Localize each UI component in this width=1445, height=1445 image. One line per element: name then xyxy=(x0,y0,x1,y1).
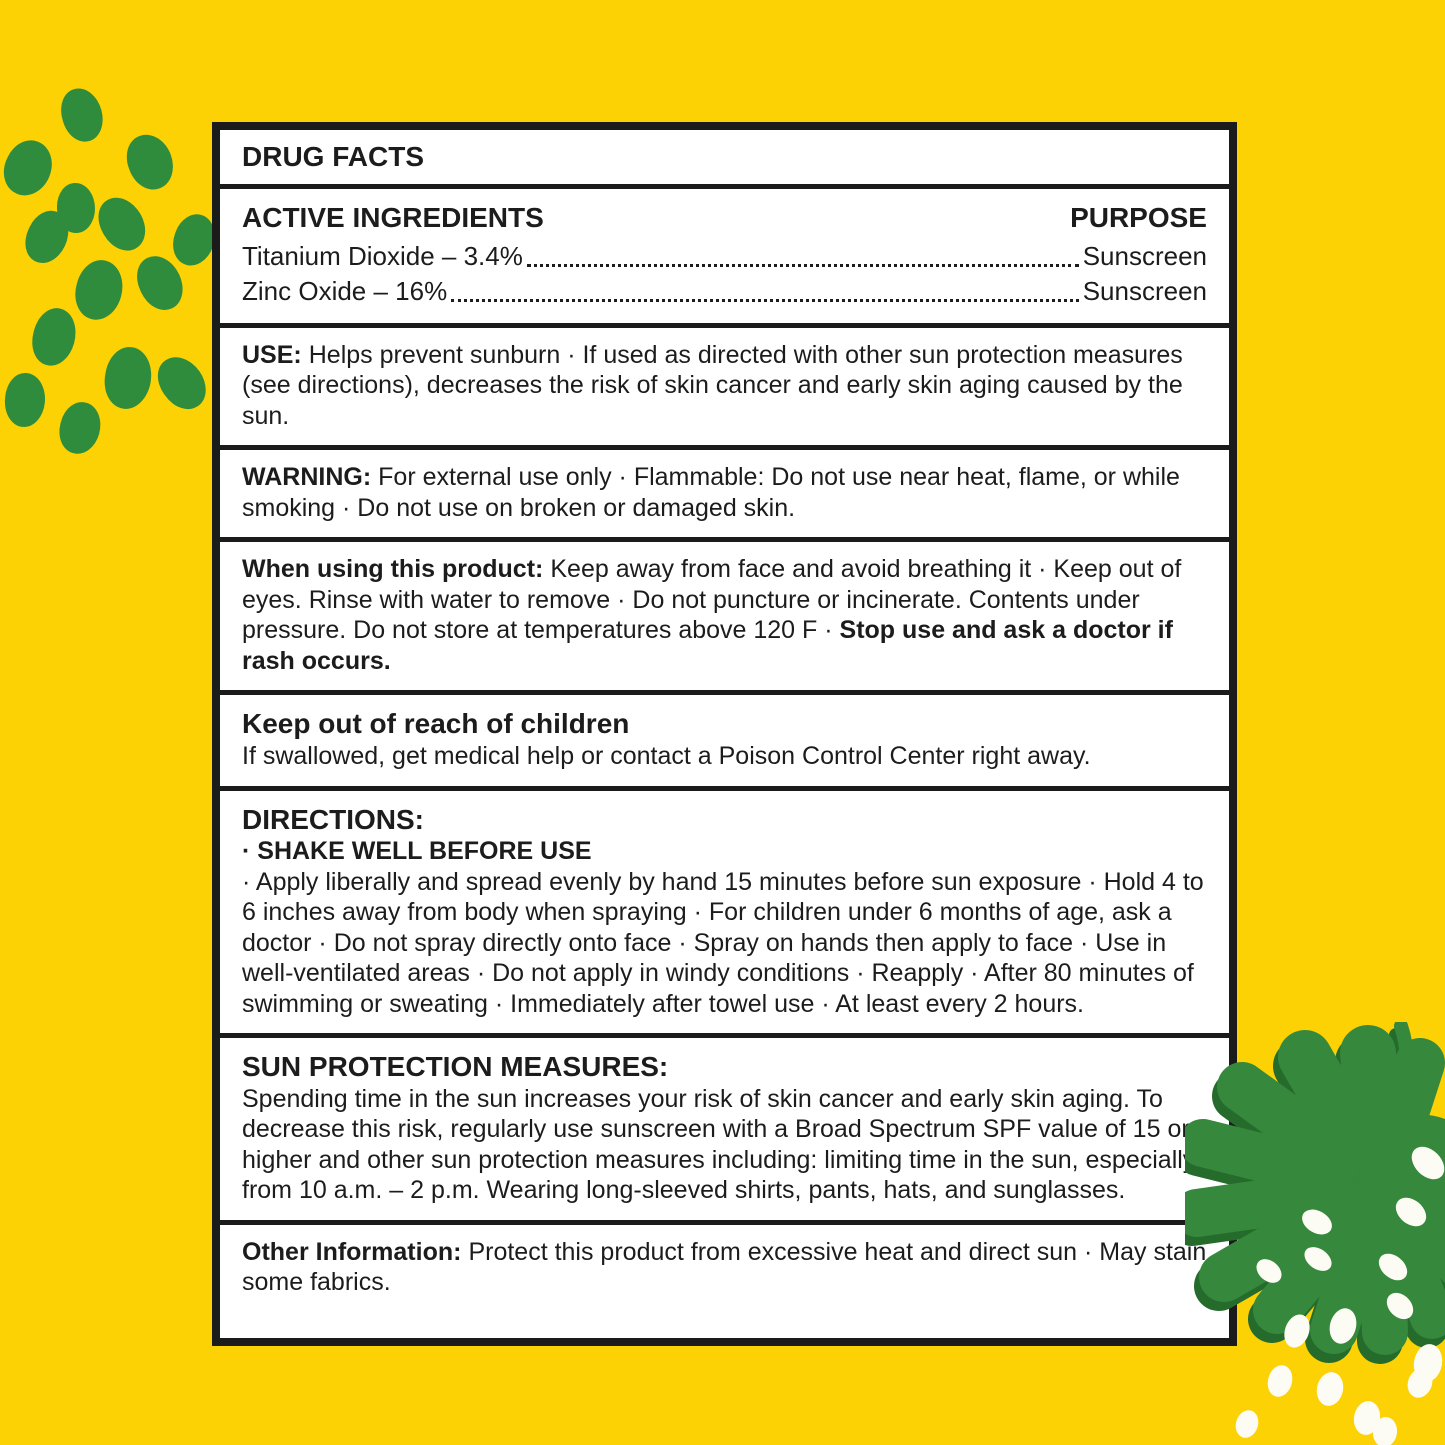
ingredient-name: Zinc Oxide – 16% xyxy=(242,275,448,306)
other-information-label: Other Information: xyxy=(242,1237,462,1266)
green-dot xyxy=(54,398,106,459)
keep-out-text: If swallowed, get medical help or contact a Poison Control Center right away. xyxy=(242,742,1091,771)
sun-protection-heading: SUN PROTECTION MEASURES: xyxy=(242,1051,669,1083)
warning-label: WARNING: xyxy=(242,463,372,492)
drug-facts-label xyxy=(212,122,1237,1346)
green-dot xyxy=(26,304,82,371)
active-ingredients-heading: ACTIVE INGREDIENTS xyxy=(242,201,544,233)
green-dot xyxy=(120,128,180,196)
use-section xyxy=(220,323,1229,446)
green-dot xyxy=(69,255,129,325)
sun-protection-section xyxy=(220,1033,1229,1220)
ingredient-row xyxy=(242,274,1207,309)
when-using-text: Keep away from face and avoid breathing it · Keep out of eyes. Rinse with water to remove · Do not puncture or incinerate. Contents under pressure. Do not store at temperatures above 120 F · xyxy=(242,555,1182,645)
other-information-section xyxy=(220,1220,1229,1338)
ingredient-purpose: Sunscreen xyxy=(1082,240,1207,271)
white-dot xyxy=(1314,1370,1347,1409)
use-label: USE: xyxy=(242,340,302,369)
warning-text: For external use only · Flammable: Do not use near heat, flame, or while smoking · Do not use on broken or damaged skin. xyxy=(242,463,1180,522)
green-dot xyxy=(149,348,216,418)
warning-section xyxy=(220,445,1229,537)
white-dot xyxy=(1264,1362,1295,1399)
green-dot xyxy=(90,189,154,258)
sun-protection-text: Spending time in the sun increases your risk of skin cancer and early skin aging. To decrease this risk, regularly use sunscreen with a Broad Spectrum SPF value of 15 or higher and other sun protection measures including: limiting time in the sun, especially from 10 a.m. – 2 p.m. Wearing long-sleeved shirts, pants, hats, and sunglasses. xyxy=(242,1084,1196,1205)
ingredient-name: Titanium Dioxide – 3.4% xyxy=(242,240,523,271)
directions-text: · Apply liberally and spread evenly by hand 15 minutes before sun exposure · Hold 4 to 6 inches away from body when spraying · For children under 6 months of age, ask a doctor · Do not spray directly onto face · Spray on hands then apply to face · Use in well-ventilated areas · Do not apply in windy conditions · Reapply · After 80 minutes of swimming or sweating · Immediately after towel use · At least every 2 hours. xyxy=(242,867,1204,1018)
when-using-label: When using this product: xyxy=(242,555,544,584)
keep-out-heading: Keep out of reach of children xyxy=(242,708,630,740)
drug-facts-title: DRUG FACTS xyxy=(242,141,424,172)
stop-use-emphasis: Stop use and ask a doctor if rash occurs. xyxy=(242,616,1173,675)
green-dot xyxy=(100,343,156,412)
ingredient-row xyxy=(242,239,1207,274)
directions-heading: DIRECTIONS: xyxy=(242,803,424,835)
keep-out-of-reach-section xyxy=(220,690,1229,785)
dotted-leader xyxy=(451,299,1078,302)
green-dot xyxy=(3,371,48,428)
white-dot xyxy=(1232,1407,1262,1440)
green-dot xyxy=(56,84,109,147)
purpose-heading: PURPOSE xyxy=(1070,201,1207,233)
active-ingredients-section xyxy=(220,184,1229,323)
when-using-section xyxy=(220,537,1229,690)
directions-section xyxy=(220,786,1229,1034)
use-text: Helps prevent sunburn · If used as directed with other sun protection measures (see directions), decreases the risk of skin cancer and early skin aging caused by the sun. xyxy=(242,340,1183,430)
directions-subheading: · SHAKE WELL BEFORE USE xyxy=(242,837,592,866)
green-dot xyxy=(0,133,61,203)
dotted-leader xyxy=(527,264,1079,267)
drug-facts-title-section xyxy=(220,130,1229,184)
ingredient-purpose: Sunscreen xyxy=(1082,275,1207,306)
other-information-text: Protect this product from excessive heat and direct sun · May stain some fabrics. xyxy=(242,1237,1207,1297)
